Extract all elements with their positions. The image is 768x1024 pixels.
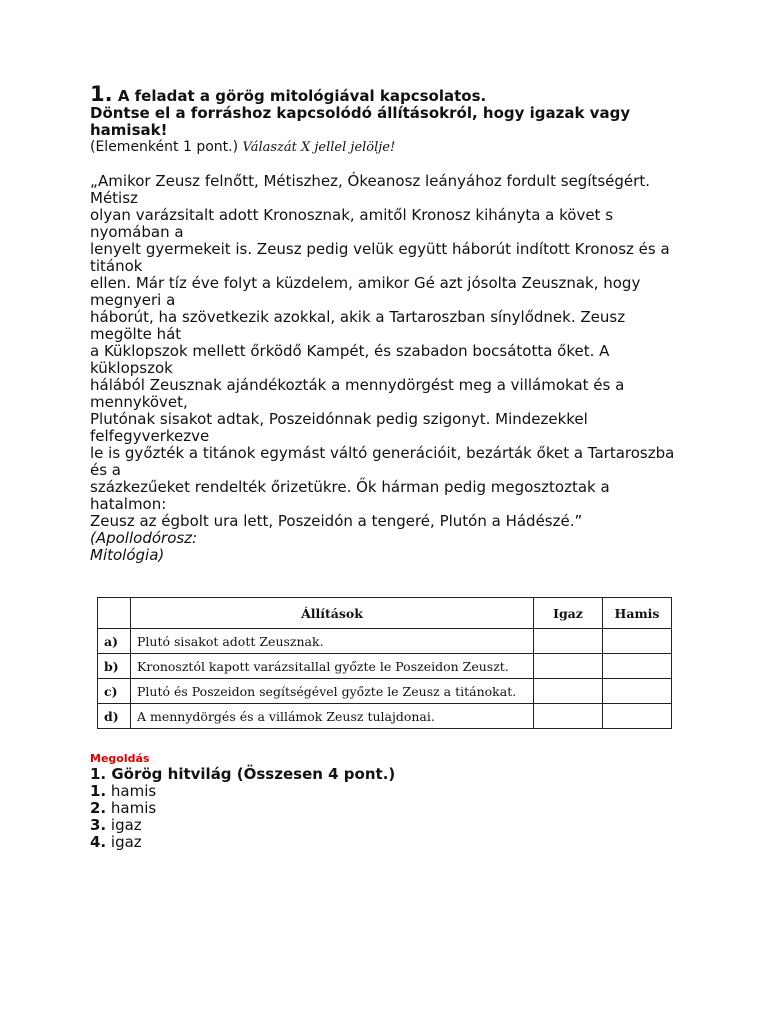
true-cell[interactable] [534, 704, 603, 729]
row-label: d) [98, 704, 131, 729]
solution-item: 3. igaz [90, 816, 142, 834]
header-false: Hamis [603, 598, 672, 629]
header-true: Igaz [534, 598, 603, 629]
header-statements: Állítások [131, 598, 534, 629]
false-cell[interactable] [603, 654, 672, 679]
row-statement: Kronosztól kapott varázsitallal győzte le Poszeidon Zeuszt. [131, 654, 534, 679]
passage-line: háborút, ha szövetkezik azokkal, akik a Tartaroszban sínylődnek. Zeusz megölte hát [90, 308, 626, 343]
passage-line: olyan varázsitalt adott Kronosznak, amitől Kronosz kihányta a követ s nyomában a [90, 206, 614, 241]
passage-source: (Apollodórosz: [90, 529, 198, 547]
solution-title: Megoldás [90, 752, 150, 765]
false-cell[interactable] [603, 629, 672, 654]
true-cell[interactable] [534, 629, 603, 654]
passage-line: Plutónak sisakot adtak, Poszeidónnak pedig szigonyt. Mindezekkel felfegyverkezve [90, 410, 588, 445]
task-instruction: Döntse el a forráshoz kapcsolódó állításokról, hogy igazak vagy hamisak! [90, 104, 631, 139]
task-title: A feladat a görög mitológiával kapcsolatos. [117, 87, 487, 105]
task-points: (Elemenként 1 pont.) Válaszát X jellel jelölje! [90, 139, 396, 155]
passage-line: Zeusz az égbolt ura lett, Poszeidón a tengeré, Plutón a Hádészé.” [90, 512, 583, 530]
passage-line: a Küklopszok mellett őrködő Kampét, és szabadon bocsátotta őket. A küklopszok [90, 342, 610, 377]
true-cell[interactable] [534, 679, 603, 704]
table-row [98, 704, 672, 729]
solution-item: 2. hamis [90, 799, 157, 817]
false-cell[interactable] [603, 679, 672, 704]
passage-line: hálából Zeusznak ajándékozták a mennydörgést meg a villámokat és a mennykövet, [90, 376, 625, 411]
row-label: a) [98, 629, 131, 654]
passage-line: ellen. Már tíz éve folyt a küzdelem, amikor Gé azt jósolta Zeusznak, hogy megnyeri a [90, 274, 641, 309]
row-label: b) [98, 654, 131, 679]
passage-source: Mitológia) [90, 546, 165, 564]
row-statement: Plutó és Poszeidon segítségével győzte le Zeusz a titánokat. [131, 679, 534, 704]
table-row [98, 679, 672, 704]
passage-line: le is győzték a titánok egymást váltó generációit, bezárták őket a Tartaroszba és a [90, 444, 675, 479]
solution-heading: 1. Görög hitvilág (Összesen 4 pont.) [90, 765, 396, 783]
table-row [98, 654, 672, 679]
source-passage [90, 173, 690, 564]
passage-line: „Amikor Zeusz felnőtt, Métiszhez, Ókeanosz leányához fordult segítségért. Métisz [90, 172, 650, 207]
solution-item: 4. igaz [90, 833, 142, 851]
header-blank [98, 598, 131, 629]
task-block [90, 82, 690, 564]
table-header-row [98, 598, 672, 629]
passage-line: lenyelt gyermekeit is. Zeusz pedig velük együtt háborút indított Kronosz és a titánok [90, 240, 670, 275]
task-heading [90, 82, 690, 106]
solution-item: 1. hamis [90, 782, 157, 800]
row-statement: Plutó sisakot adott Zeusznak. [131, 629, 534, 654]
row-label: c) [98, 679, 131, 704]
true-cell[interactable] [534, 654, 603, 679]
passage-line: százkezűeket rendelték őrizetükre. Ők hárman pedig megosztoztak a hatalmon: [90, 478, 610, 513]
solution-block [90, 752, 690, 851]
task-number: 1. [90, 82, 113, 106]
false-cell[interactable] [603, 704, 672, 729]
statements-table [97, 597, 672, 729]
table-row [98, 629, 672, 654]
row-statement: A mennydörgés és a villámok Zeusz tulajdonai. [131, 704, 534, 729]
points-hint: Válaszát X jellel jelölje! [242, 140, 396, 155]
